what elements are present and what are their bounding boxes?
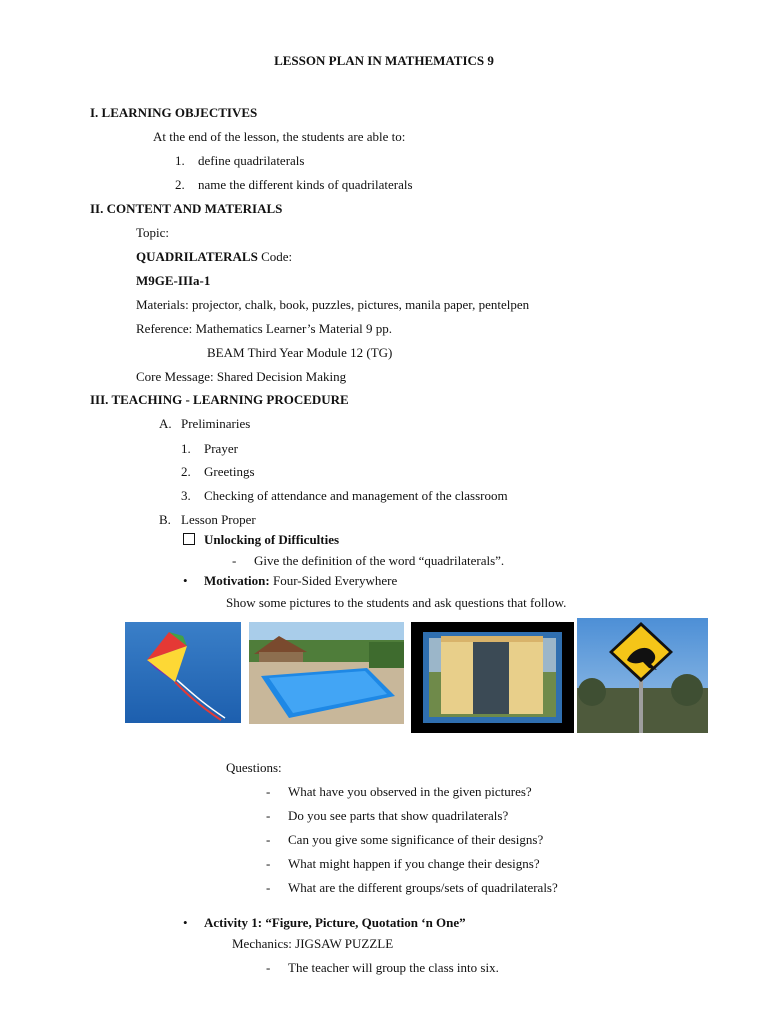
core-message: Core Message: Shared Decision Making [136, 369, 347, 384]
dash: - [232, 553, 237, 568]
unlocking-item: Give the definition of the word “quadrilaterals”. [254, 553, 505, 568]
reference-line: Reference: Mathematics Learner’s Material 9 pp. [136, 321, 393, 336]
reference-line-2: BEAM Third Year Module 12 (TG) [207, 345, 393, 360]
prelim-item: Greetings [204, 464, 255, 479]
section-a-text: Preliminaries [181, 416, 251, 431]
dash: - [266, 856, 271, 871]
section-b-text: Lesson Proper [181, 512, 256, 527]
materials-line: Materials: projector, chalk, book, puzzles, pictures, manila paper, pentelpen [136, 297, 530, 312]
code-value: M9GE-IIIa-1 [136, 273, 211, 288]
mechanics-item: The teacher will group the class into six. [288, 960, 499, 975]
kangaroo-sign-picture [577, 618, 708, 733]
window-picture [411, 622, 574, 733]
prelim-item: Prayer [204, 441, 238, 456]
question-item: What have you observed in the given pictures? [288, 784, 532, 799]
page-title: LESSON PLAN IN MATHEMATICS 9 [274, 53, 494, 68]
motivation-line [204, 573, 397, 589]
dash: - [266, 960, 271, 975]
activity-heading: Activity 1: “Figure, Picture, Quotation ‘n One” [204, 915, 466, 930]
topic-label: Topic: [136, 225, 170, 240]
prelim-item: Checking of attendance and management of the classroom [204, 488, 508, 503]
content-heading: II. CONTENT AND MATERIALS [90, 201, 283, 216]
question-item: Can you give some significance of their designs? [288, 832, 544, 847]
dash: - [266, 784, 271, 799]
question-item: Do you see parts that show quadrilaterals? [288, 808, 509, 823]
motivation-label: Motivation: [204, 573, 270, 588]
objective-number: 2. [175, 177, 185, 192]
dash: - [266, 808, 271, 823]
question-item: What might happen if you change their designs? [288, 856, 540, 871]
objective-item: name the different kinds of quadrilaterals [198, 177, 413, 192]
unlocking-heading: Unlocking of Difficulties [204, 532, 340, 547]
procedure-heading: III. TEACHING - LEARNING PROCEDURE [90, 392, 349, 407]
section-a-label: A. [159, 416, 172, 431]
motivation-text: Four-Sided Everywhere [272, 573, 398, 588]
questions-label: Questions: [226, 760, 282, 775]
objective-item: define quadrilaterals [198, 153, 305, 168]
objective-number: 1. [175, 153, 185, 168]
prelim-number: 2. [181, 464, 191, 479]
bullet: • [183, 573, 188, 588]
mechanics-line: Mechanics: JIGSAW PUZZLE [232, 936, 394, 951]
question-item: What are the different groups/sets of quadrilaterals? [288, 880, 558, 895]
topic-line [136, 249, 292, 265]
prelim-number: 3. [181, 488, 191, 503]
prelim-number: 1. [181, 441, 191, 456]
checkbox-icon [183, 532, 195, 548]
dash: - [266, 832, 271, 847]
objectives-heading: I. LEARNING OBJECTIVES [90, 105, 258, 120]
section-b-label: B. [159, 512, 171, 527]
code-label: Code: [261, 249, 293, 264]
dash: - [266, 880, 271, 895]
topic-value: QUADRILATERALS [136, 249, 258, 264]
objectives-intro: At the end of the lesson, the students are able to: [153, 129, 406, 144]
kite-picture [125, 622, 241, 723]
motivation-desc: Show some pictures to the students and ask questions that follow. [226, 595, 567, 610]
bullet: • [183, 915, 188, 930]
pool-picture [249, 622, 404, 724]
